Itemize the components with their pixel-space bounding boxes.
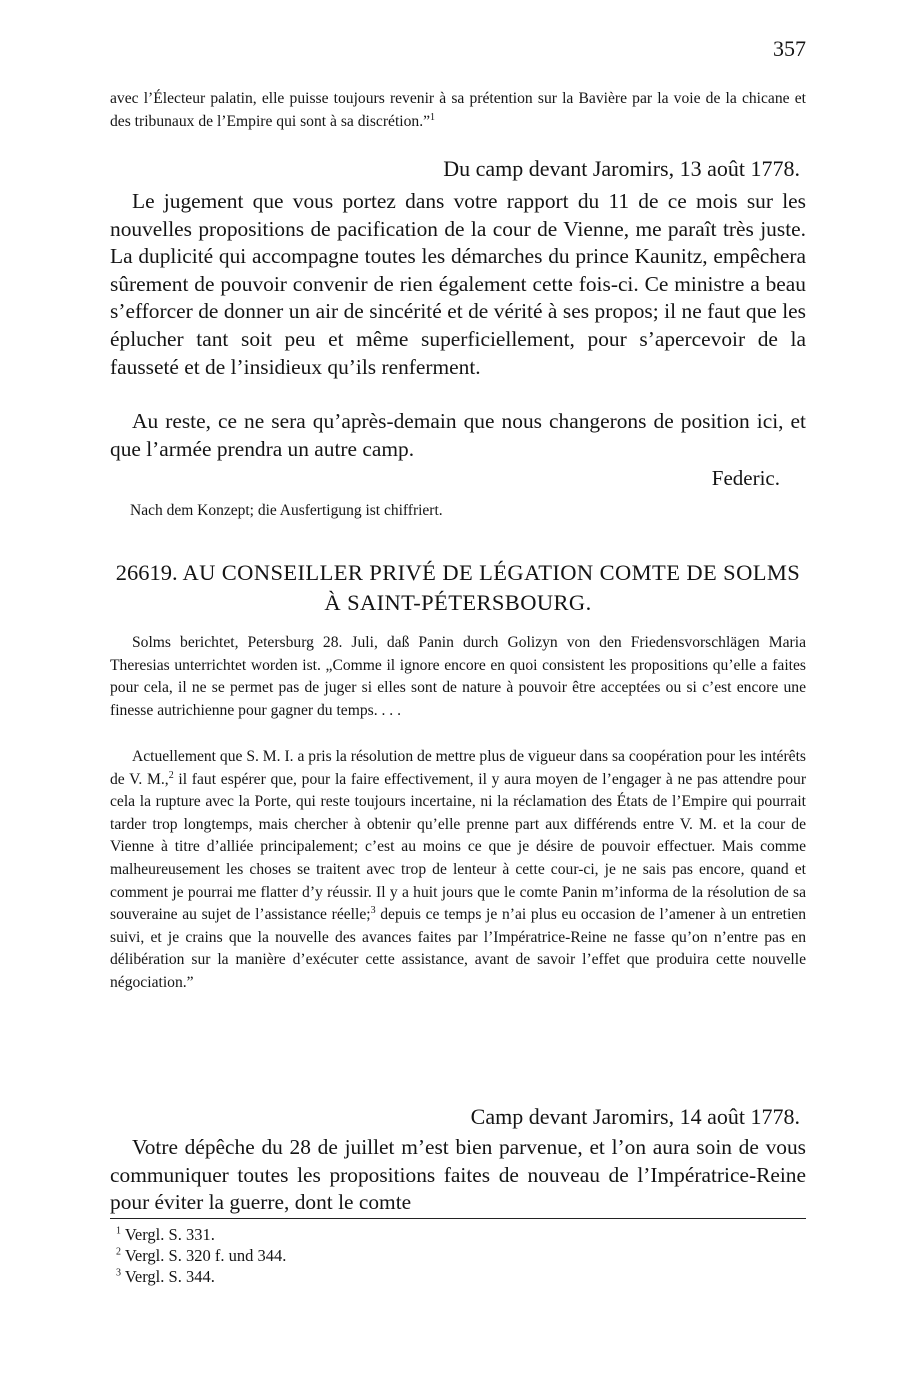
letter-heading [110,558,806,618]
footnote-ref-2: 2 [168,769,174,781]
footnote-1-text: Vergl. S. 331. [124,1225,215,1244]
footnote-1 [116,1224,286,1245]
letter-paragraph-2: Au reste, ce ne sera qu’après-demain que nous changerons de position ici, et que l’armée prendra un autre camp. [110,409,806,461]
dateline-14-aout: Camp devant Jaromirs, 14 août 1778. [470,1104,800,1129]
letter-paragraph-1: Le jugement que vous portez dans votre rapport du 11 de ce mois sur les nouvelles propositions de pacification de la cour de Vienne, me paraît très juste. La duplicité qui accompagne toutes les démarches du prince Kaunitz, empêchera sûrement de pouvoir convenir de rien également cette fois-ci. Ce ministre a beau s’efforcer de donner un air de sincérité et de vérité à ses propos; il ne faut que les éplucher tant soit peu et même superficiellement, pour s’apercevoir de la fausseté et de l’insidieux qu’ils renferment. [110,189,806,379]
summary-text-c: depuis ce temps je n’ai plus eu occasion de l’amener à un entretien suivi, et je crains que la nouvelle des avances faites par l’Impératrice-Reine ne fasse qu’on n’entre pas en délibération sur la manière d’exécuter cette assistance, avant de savoir l’effet que produira cette nouvelle négociation.” [110,906,806,991]
archival-note: Nach dem Konzept; die Ausfertigung ist chiffriert. [130,502,443,519]
summary-paragraph-1: Solms berichtet, Petersburg 28. Juli, daß Panin durch Golizyn von den Friedensvorschlägen Maria Theresias unterrichtet worden ist. „Comme il ignore encore en quoi consistent les propositions qu’elle a faites pour cela, il ne se permet pas de juger si elles sont de nature à pouvoir être acceptées ou si c’est encore une finesse autrichienne pour gagner du temps. . . . [110,634,806,719]
letter2-paragraph-1: Votre dépêche du 28 de juillet m’est bien parvenue, et l’on aura soin de vous communiquer toutes les propositions faites de nouveau de l’Impératrice-Reine pour éviter la guerre, dont le comte [110,1135,806,1215]
footnotes [116,1224,286,1287]
continued-quote-paragraph [110,88,806,133]
summary-text-b: il faut espérer que, pour la faire effectivement, il y aura moyen de l’engager à ne pas attendre pour cela la rupture avec la Porte, qui reste toujours incertaine, ni la réclamation des États de l’Empire qui pourrait tarder trop longtemps, mais chercher à obtenir qu’elle prenne part aux différends entre V. M. et la cour de Vienne à titre d’alliée principalement; c’est au moins ce que je désire de pouvoir effectuer. Mais comme malheureusement les choses se traitent avec trop de lenteur à cette cour-ci, je ne sais pas encore, quand et comment je pourrai me flatter d’y réussir. Il y a huit jours que le comte Panin m’informa de la résolution de sa souveraine au sujet de l’assistance réelle; [110,770,807,924]
page-number: 357 [773,36,806,61]
footnote-divider [110,1218,806,1219]
signature: Federic. [711,466,780,490]
footnote-2 [116,1245,286,1266]
letter-addressee: AU CONSEILLER PRIVÉ DE LÉGATION COMTE DE SOLMS À SAINT-PÉTERSBOURG. [182,560,801,615]
footnote-1-mark: 1 [116,1225,121,1237]
footnote-3-mark: 3 [116,1267,121,1279]
continued-quote-text: avec l’Électeur palatin, elle puisse toujours revenir à sa prétention sur la Bavière par la voie de la chicane et des tribunaux de l’Empire qui sont à sa discrétion.” [110,90,806,130]
summary-paragraph-2 [110,746,806,995]
letter-number: 26619. [115,560,178,585]
summary-text-a: Actuellement que S. M. I. a pris la résolution de mettre plus de vigueur dans sa coopération pour les intérêts de V. M., [110,748,806,788]
footnote-ref-3: 3 [370,904,376,916]
dateline-13-aout: Du camp devant Jaromirs, 13 août 1778. [443,156,800,181]
footnote-2-mark: 2 [116,1246,121,1258]
footnote-ref-1: 1 [430,111,436,123]
footnote-3 [116,1266,286,1287]
footnote-3-text: Vergl. S. 344. [124,1267,215,1286]
footnote-2-text: Vergl. S. 320 f. und 344. [124,1246,287,1265]
